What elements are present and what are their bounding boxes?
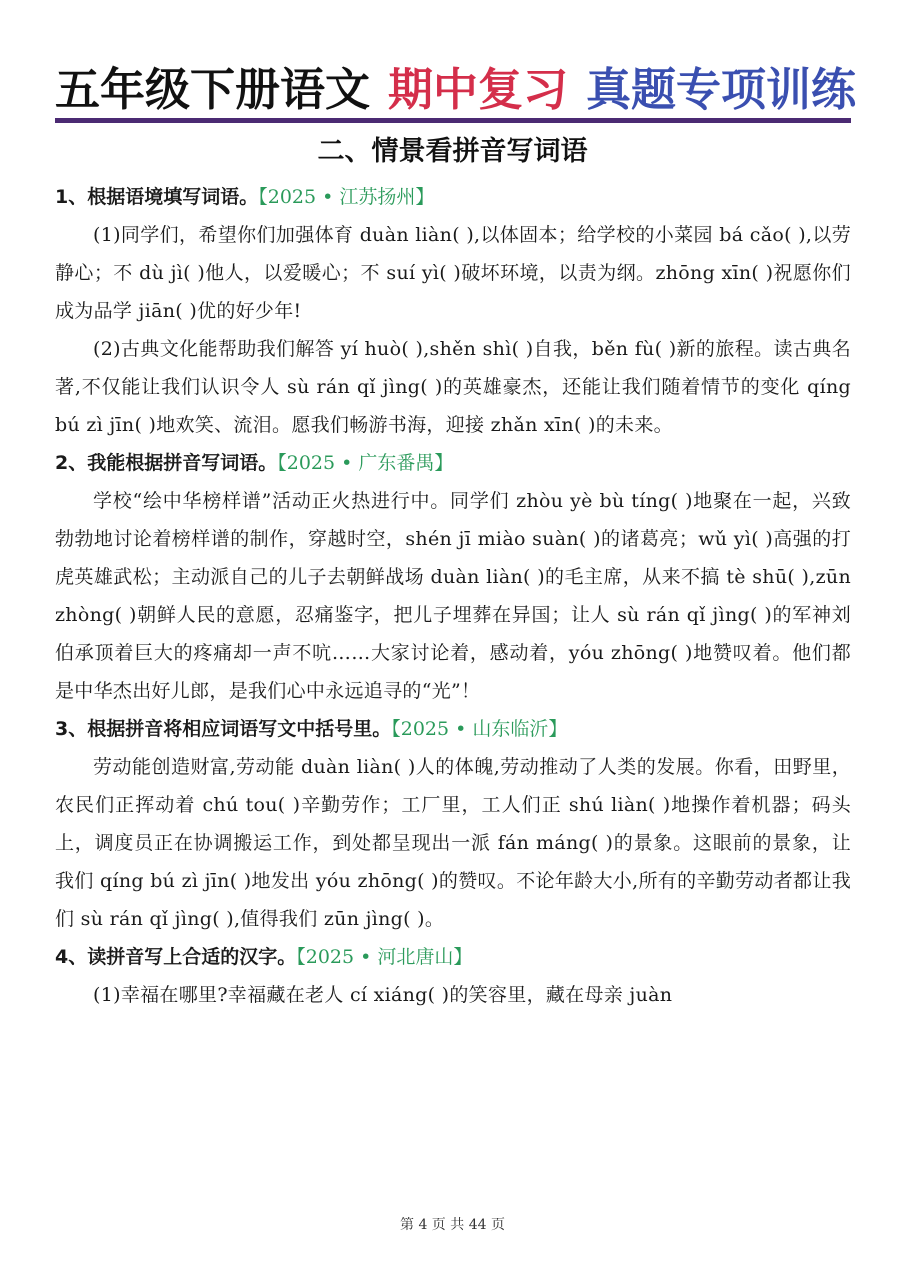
page-number-footer: 第 4 页 共 44 页: [400, 1217, 505, 1233]
question-4: [55, 938, 851, 1014]
section-title: 二、情景看拼音写词语: [317, 136, 588, 167]
question-paragraph: 学校“绘中华榜样谱”活动正火热进行中。同学们 zhòu yè bù tíng( )地聚在一起，兴致勃勃地讨论着榜样谱的制作，穿越时空，shén jī miào suàn( )的诸葛亮；wǔ yì( )高强的打虎英雄武松；主动派自己的儿子去朝鲜战场 duàn liàn( )的毛主席，从来不搞 tè shū( ),zūn zhòng( )朝鲜人民的意愿，忍痛鉴字，把儿子埋葬在异国；让人 sù rán qǐ jìng( )的军神刘伯承顶着巨大的疼痛却一声不吭……大家讨论着，感动着，yóu zhōng( )地赞叹着。他们都是中华杰出好儿郎，是我们心中永远追寻的“光”！: [55, 490, 851, 702]
question-2: [55, 444, 851, 710]
question-paragraph: 劳动能创造财富,劳动能 duàn liàn( )人的体魄,劳动推动了人类的发展。你看，田野里，农民们正挥动着 chú tou( )辛勤劳作；工厂里，工人们正 shú liàn( )地操作着机器；码头上，调度员正在协调搬运工作，到处都呈现出一派 fán máng( )的景象。这眼前的景象，让我们 qíng bú zì jīn( )地发出 yóu zhōng( )的赞叹。不论年龄大小,所有的辛勤劳动者都让我们 sù rán qǐ jìng( ),值得我们 zūn jìng( )。: [55, 756, 851, 930]
questions-body: [55, 178, 851, 1014]
banner-grade-subject: 五年级下册语文: [55, 63, 371, 116]
question-heading: 1、根据语境填写词语。【2025 • 江苏扬州】: [55, 186, 435, 208]
question-paragraph: (2)古典文化能帮助我们解答 yí huò( ),shěn shì( )自我，běn fù( )新的旅程。读古典名著,不仅能让我们认识令人 sù rán qǐ jìng( )的英雄豪杰，还能让我们随着情节的变化 qíng bú zì jīn( )地欢笑、流泪。愿我们畅游书海，迎接 zhǎn xīn( )的未来。: [55, 338, 851, 436]
source-tag: 【2025 • 河北唐山】: [296, 946, 473, 968]
source-tag: 【2025 • 山东临沂】: [391, 718, 568, 740]
source-tag: 【2025 • 江苏扬州】: [258, 186, 435, 208]
question-heading: 2、我能根据拼音写词语。【2025 • 广东番禺】: [55, 452, 454, 474]
question-1: [55, 178, 851, 444]
source-tag: 【2025 • 广东番禺】: [277, 452, 454, 474]
question-paragraph: (1)同学们，希望你们加强体育 duàn liàn( ),以体固本；给学校的小菜园 bá cǎo( ),以劳静心；不 dù jì( )他人，以爱暖心；不 suí yì( )破坏环境，以责为纲。zhōng xīn( )祝愿你们成为品学 jiān( )优的好少年!: [55, 224, 851, 322]
banner-practice-topic: 真题专项训练: [586, 63, 857, 116]
question-heading: 4、读拼音写上合适的汉字。【2025 • 河北唐山】: [55, 946, 473, 968]
question-heading: 3、根据拼音将相应词语写文中括号里。【2025 • 山东临沂】: [55, 718, 568, 740]
banner-midterm-review: 期中复习: [388, 63, 569, 116]
banner-underline: [55, 118, 851, 123]
question-paragraph: (1)幸福在哪里?幸福藏在老人 cí xiáng( )的笑容里，藏在母亲 juàn: [93, 984, 673, 1006]
header-banner: [55, 62, 855, 118]
question-3: [55, 710, 851, 938]
